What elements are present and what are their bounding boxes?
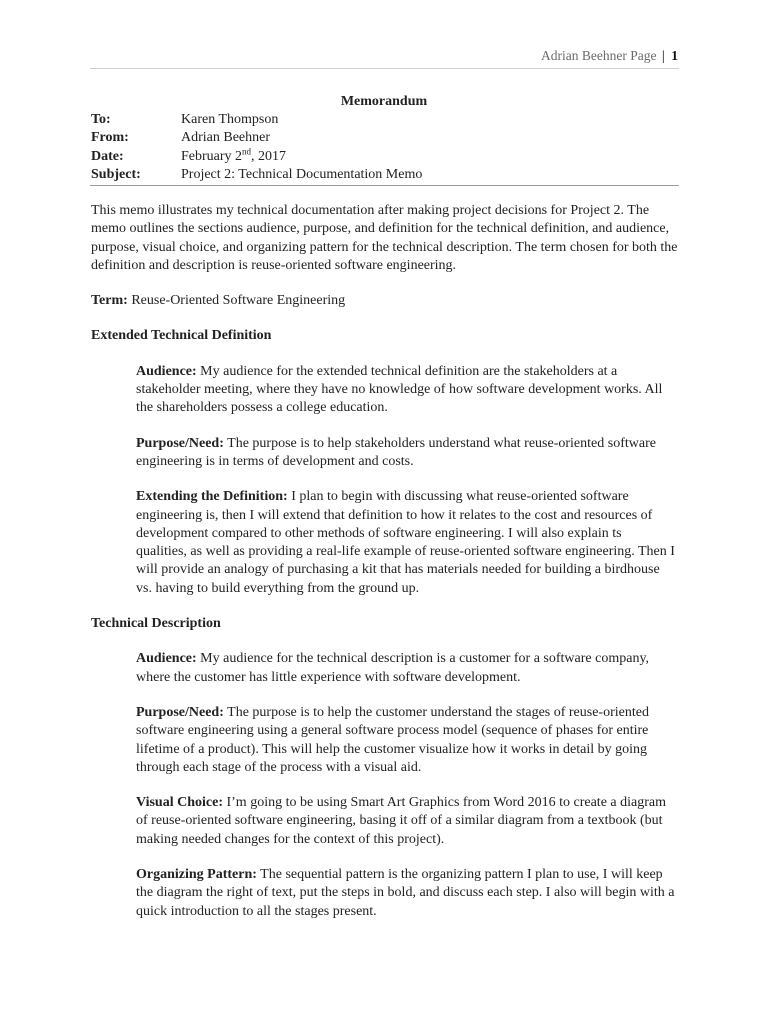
item-label: Extending the Definition: — [136, 489, 288, 505]
description-purpose — [136, 704, 676, 777]
header-divider — [90, 68, 679, 69]
item-text: My audience for the technical description is a customer for a software company, where the customer has little experience with software development. — [136, 651, 650, 685]
item-text: I plan to begin with discussing what reuse-oriented software engineering is, then I will extend that definition to how it relates to the cost and resources of development compared to other methods of software engineering. I will also explain ts qualities, as well as providing a real-life example of reuse-oriented software engineering. Then I will provide an analogy of purchasing a kit that has materials needed for building a birdhouse vs. having to build everything from the ground up. — [136, 489, 675, 596]
definition-purpose — [136, 435, 676, 472]
definition-audience — [136, 363, 676, 418]
term-value: Reuse-Oriented Software Engineering — [131, 293, 346, 309]
field-value: Project 2: Technical Documentation Memo — [181, 166, 423, 182]
intro-paragraph: This memo illustrates my technical documentation after making project decisions for Project 2. The memo outlines the sections audience, purpose, and definition for the technical definition, and audience, purpose, visual choice, and organizing pattern for the technical description. The term chosen for both the definition and description is reuse-oriented software engineering. — [91, 203, 678, 273]
item-text: The purpose is to help stakeholders understand what reuse-oriented software engineering is in terms of development and costs. — [136, 435, 656, 469]
item-label: Purpose/Need: — [136, 435, 224, 451]
description-organizing-pattern — [136, 866, 676, 921]
header-separator: | — [661, 48, 665, 63]
page-header — [541, 48, 678, 64]
field-value — [181, 145, 287, 166]
memo-field-to — [91, 111, 422, 129]
fields-divider — [90, 185, 679, 186]
description-visual-choice — [136, 794, 676, 849]
term-line — [91, 292, 681, 310]
memo-fields — [91, 111, 422, 184]
date-ordinal-suffix: nd — [242, 145, 252, 156]
item-label: Audience: — [136, 363, 197, 379]
date-year: , 2017 — [251, 148, 287, 164]
header-author-page: Adrian Beehner Page — [541, 48, 657, 63]
field-label: Date: — [91, 148, 124, 164]
item-label: Purpose/Need: — [136, 704, 224, 720]
field-value: Adrian Beehner — [181, 130, 271, 146]
memo-title: Memorandum — [340, 94, 428, 109]
term-label: Term: — [91, 293, 128, 309]
memo-body — [91, 202, 681, 938]
memo-field-date — [91, 145, 422, 166]
description-audience — [136, 650, 676, 687]
item-text: I’m going to be using Smart Art Graphics from Word 2016 to create a diagram of reuse-oriented software engineering, basing it off of a similar diagram from a textbook (but making needed changes for the context of this project). — [136, 795, 666, 847]
section-heading-description: Technical Description — [91, 616, 221, 632]
item-text: My audience for the extended technical definition are the stakeholders at a stakeholder meeting, where they have no knowledge of how software development works. All the shareholders possess a college education. — [136, 363, 663, 416]
definition-extending — [136, 488, 676, 598]
date-main: February 2 — [181, 148, 243, 164]
header-page-number: 1 — [671, 48, 678, 63]
field-label: From: — [91, 130, 129, 146]
section-heading-definition: Extended Technical Definition — [91, 328, 272, 344]
field-label: To: — [91, 112, 111, 127]
memo-field-subject — [91, 166, 422, 184]
item-text: The sequential pattern is the organizing pattern I plan to use, I will keep the diagram the right of text, put the steps in bold, and discuss each step. I also will begin with a quick introduction to all the stages present. — [136, 867, 675, 919]
item-label: Organizing Pattern: — [136, 867, 257, 883]
item-label: Visual Choice: — [136, 795, 223, 811]
field-value: Karen Thompson — [181, 112, 279, 127]
memo-field-from — [91, 129, 422, 147]
item-text: The purpose is to help the customer understand the stages of reuse-oriented software engineering using a general software process model (sequence of phases for entire lifetime of a product). This will help the customer visualize how it works in detail by going through each stage of the process with a visual aid. — [136, 704, 649, 775]
item-label: Audience: — [136, 651, 197, 667]
field-label: Subject: — [91, 166, 141, 182]
